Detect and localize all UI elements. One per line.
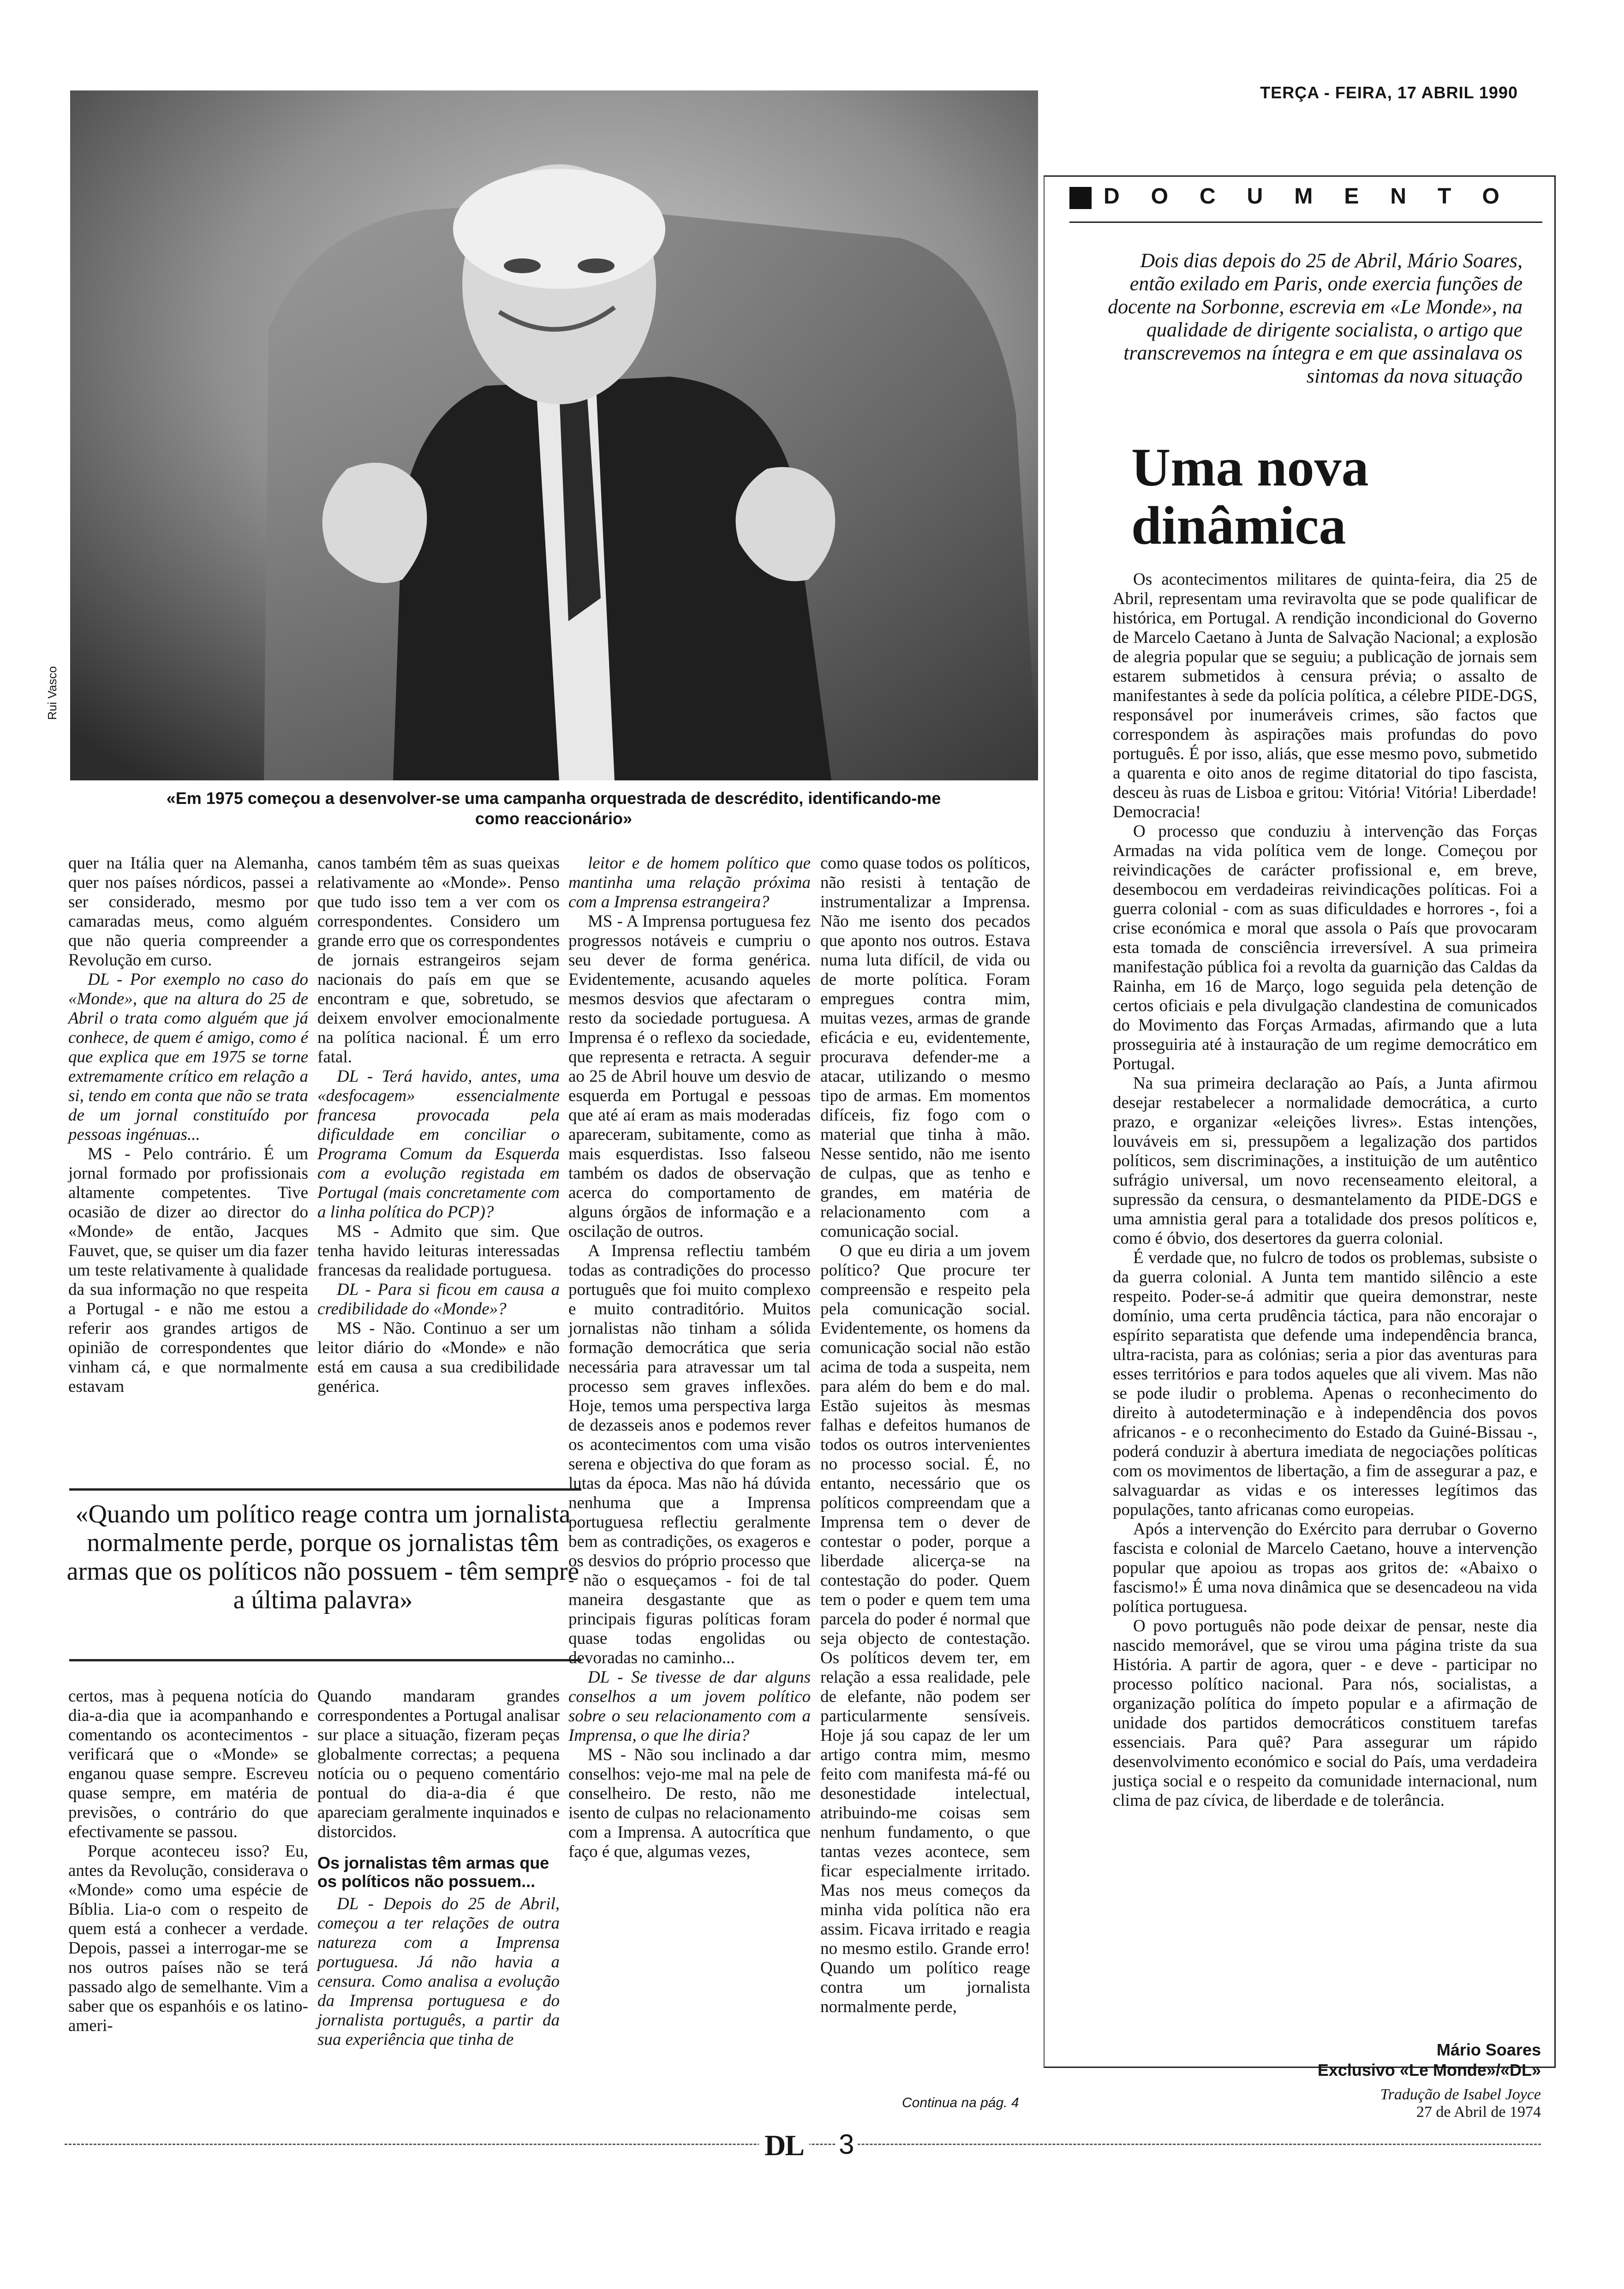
page-number: 3 <box>835 2128 858 2160</box>
document-label: DOCUMENTO <box>1104 184 1531 209</box>
column-2-bottom-text <box>317 1687 560 1842</box>
portrait-illustration <box>70 90 1038 780</box>
caption-line-1: «Em 1975 começou a desenvolver-se uma campanha orquestrada de descrédito, identificando-me <box>166 789 941 808</box>
interview-paragraph: Porque aconteceu isso? Eu, antes da Revolução, considerava o «Monde» como uma espécie de Bíblia. Lia-o com o respeito de quem está a conhecer a verdade. Depois, passei a interrogar-me se nos outros países não se terá passado algo de semelhante. Vim a saber que os espanhóis e os latino-ameri- <box>68 1842 308 2035</box>
interview-paragraph: A Imprensa reflectiu também todas as contradições do processo português que foi muito complexo e muito contraditório. Muitos jornalistas não tinham a sólida formação democrática que seria necessária para atravessar um tal processo sem graves inflexões. Hoje, temos uma perspectiva larga de dezasseis anos e podemos rever os acontecimentos com uma visão serena e objectiva do que foram as lutas da época. Mas não há dúvida nenhuma que a Imprensa portuguesa reflectiu geralmente bem as contradições, os exageros e os desvios do próprio processo que - não o esqueçamos - foi de tal maneira desgastante que as principais figuras políticas foram quase todas engolidas ou devoradas no caminho... <box>568 1241 811 1667</box>
photo-caption <box>120 788 987 829</box>
portrait-photo <box>70 90 1038 780</box>
article-paragraph: O processo que conduziu à intervenção das Forças Armadas na vida política vem de longe. Começou por reivindicações de carácter profissional e, em breve, desembocou em verdadeiras reivindicações políticas. Foi a guerra colonial - com as suas dificuldades e horrores -, foi a crise económica e moral que assola o País que provocaram esta tomada de consciência irreversível. A sua primeira manifestação pública foi a revolta da guarnição das Caldas da Rainha, em 16 de Março, logo seguida pela detenção de certos oficiais e pela divulgação clandestina de comunicados do Movimento das Forças Armadas, afirmando que a luta prosseguiria até à instauração de um regime democrático em Portugal. <box>1113 822 1537 1073</box>
pullquote-rule-top <box>69 1488 581 1491</box>
article-paragraph: Após a intervenção do Exército para derrubar o Governo fascista e colonial de Marcelo Caetano, houve a intervenção popular que apoiou as tropas aos gritos de: «Abaixo o fascismo!» É uma nova dinâmica que se desencadeou na vida política portuguesa. <box>1113 1520 1537 1616</box>
interview-column-1-top <box>68 854 308 1396</box>
section-subhead: Os jornalistas têm armas que os políticos não possuem... <box>317 1853 549 1891</box>
interview-paragraph: MS - Não sou inclinado a dar conselhos: vejo-me mal na pele de conselheiro. De resto, não me isento de culpas no relacionamento com a Imprensa. A autocrítica que faço é que, algumas vezes, <box>568 1745 811 1861</box>
translation-date: 27 de Abril de 1974 <box>1416 2103 1541 2121</box>
interview-paragraph: MS - A Imprensa portuguesa fez progressos notáveis e cumpriu o seu dever de forma genérica. Evidentemente, acusando aqueles mesmos desvios que afectaram o resto da sociedade portuguesa. A Imprensa é o reflexo da sociedade, que representa e retracta. A seguir ao 25 de Abril houve um desvio de esquerda em Portugal e pessoas que até aí eram as mais moderadas apareceram, subitamente, como as mais esquerdistas. Isso falseou também os dados de observação acerca do comportamento de alguns órgãos de informação e a oscilação de outros. <box>568 912 811 1241</box>
interview-paragraph: DL - Depois do 25 de Abril, começou a ter relações de outra natureza com a Imprensa portuguesa. Já não havia a censura. Como analisa a evolução da Imprensa portuguesa e do jornalista português, a partir da sua experiência que tinha de <box>317 1894 560 2049</box>
signature-source: Exclusivo «Le Monde»/«DL» <box>1317 2061 1541 2079</box>
dateline: TERÇA - FEIRA, 17 ABRIL 1990 <box>1260 83 1518 102</box>
interview-paragraph: DL - Por exemplo no caso do «Monde», que na altura do 25 de Abril o trata como alguém que já conhece, de quem é amigo, como é que explica que em 1975 se torne extremamente crítico em relação a si, tendo em conta que não se trata de um jornal constituído por pessoas ingénuas... <box>68 970 308 1144</box>
translation-credit: Tradução de Isabel Joyce <box>1380 2086 1541 2103</box>
article-paragraph: Os acontecimentos militares de quinta-feira, dia 25 de Abril, representam uma reviravolta que se pode qualificar de histórica, em Portugal. A rendição incondicional do Governo de Marcelo Caetano à Junta de Salvação Nacional; a explosão de alegria popular que se seguiu; a publicação de jornais sem estarem submetidos à censura prévia; o assalto de manifestantes à sede da polícia política, a célebre PIDE-DGS, responsável por inumeráveis crimes, são factos que correspondem às aspirações mais profundas do povo português. É por isso, aliás, que esse mesmo povo, submetido a quarenta e oito anos de regime ditatorial do tipo fascista, desceu às ruas de Lisboa e gritou: Vitória! Vitória! Liberdade! Democracia! <box>1113 570 1537 821</box>
interview-paragraph: DL - Para si ficou em causa a credibilidade do «Monde»? <box>317 1280 560 1318</box>
document-header-rule <box>1069 187 1542 223</box>
document-intro: Dois dias depois do 25 de Abril, Mário Soares, então exilado em Paris, onde exercia funções de docente na Sorbonne, escrevia em «Le Monde», na qualidade de dirigente socialista, o artigo que transcrevemos na íntegra e em que assinalava os sintomas da nova situação <box>1108 249 1522 387</box>
continued-note: Continua na pág. 4 <box>902 2095 1019 2110</box>
caption-line-2: como reaccionário» <box>475 809 633 828</box>
interview-paragraph: MS - Admito que sim. Que tenha havido leituras interessadas francesas da realidade portuguesa. <box>317 1222 560 1280</box>
photo-credit: Rui Vasco <box>45 666 59 720</box>
translation-credit-block <box>1246 2086 1541 2121</box>
signature <box>1246 2040 1541 2080</box>
interview-paragraph: O que eu diria a um jovem político? Que procure ter compreensão e respeito pela pela comunicação social. Evidentemente, os homens da comunicação social não estão acima de toda a suspeita, nem para além do bem e do mal. Estão sujeitos às mesmas falhas e defeitos humanos de todos os outros intervenientes no processo social. É, no entanto, necessário que os políticos compreendam que a Imprensa tem o dever de contestar o poder, porque a liberdade alicerça-se na contestação do poder. Quem tem o poder e quem tem uma parcela do poder é normal que seja objecto de contestação. Os políticos devem ter, em relação a essa realidade, pele de elefante, não podem ser particularmente sensíveis. Hoje já sou capaz de ler um artigo contra mim, mesmo feito com manifesta má-fé ou desonestidade intelectual, atribuindo-me coisas sem nenhum fundamento, o que tantas vezes acontece, sem ficar especialmente irritado. Mas nos meus começos da minha vida política não era assim. Ficava irritado e reagia no mesmo estilo. Grande erro! Quando um político reage contra um jornalista normalmente perde, <box>820 1241 1030 2016</box>
pullquote-rule-bottom <box>69 1659 581 1661</box>
column-2-after-subhead <box>317 1894 560 2049</box>
interview-paragraph: DL - Se tivesse de dar alguns conselhos a um jovem político sobre o seu relacionamento com a Imprensa, o que lhe diria? <box>568 1668 811 1745</box>
interview-column-4 <box>820 854 1030 2017</box>
footer-logo: DL <box>759 2128 809 2163</box>
interview-column-2-bottom <box>317 1687 560 2049</box>
document-headline: Uma nova dinâmica <box>1131 437 1369 556</box>
interview-paragraph: DL - Terá havido, antes, uma «desfocagem» essencialmente francesa provocada pela dificuldade em conciliar o Programa Comum da Esquerda com a evolução registada em Portugal (mais concretamente com a linha política do PCP)? <box>317 1067 560 1222</box>
article-paragraph: O povo português não pode deixar de pensar, neste dia nascido memorável, que se virou uma página triste da sua História. A partir de agora, quer - e deve - participar no processo político nacional. Para nós, socialistas, a organização política do ímpeto popular e a afirmação de unidade dos partidos democráticos constituem tarefas essenciais. Para quê? Para assegurar um rápido desenvolvimento económico e social do País, uma verdadeira justiça social e o respeito da comunidade internacional, num clima de paz cívica, de liberdade e de tolerância. <box>1113 1617 1537 1810</box>
interview-column-1-bottom <box>68 1687 308 2036</box>
article-paragraph: É verdade que, no fulcro de todos os problemas, subsiste o da guerra colonial. A Junta tem mantido silêncio a este respeito. Poder-se-á admitir que queira demonstrar, neste domínio, uma certa prudência táctica, para não encorajar o espírito separatista que defende uma independência branca, ultra-racista, para as colónias; seria a pior das aventuras para esses territórios e para todos aqueles que ali vivem. Mas não se pode iludir o problema. Apenas o reconhecimento do direito à autodeterminação e à independência dos povos africanos - e o reconhecimento do Estado da Guiné-Bissau -, poderá conduzir à abertura imediata de negociações políticas com os movimentos de libertação, a fim de assegurar a paz, e salvaguardar as vidas e os interesses legítimos das populações, tanto africanas como europeias. <box>1113 1248 1537 1519</box>
article-paragraph: Na sua primeira declaração ao País, a Junta afirmou desejar restabelecer a normalidade democrática, a curto prazo, e organizar «eleições livres». Estas intenções, louváveis em si, pressupõem a legalização dos partidos políticos, sem discriminações, a instituição de um autêntico sufrágio universal, um novo recenseamento eleitoral, a supressão da censura, o desmantelamento da PIDE-DGS e uma amnistia geral para a totalidade dos presos políticos e, como é óbvio, dos desertores da guerra colonial. <box>1113 1074 1537 1248</box>
interview-paragraph: leitor e de homem político que mantinha uma relação próxima com a Imprensa estrangeira? <box>568 854 811 911</box>
interview-paragraph: quer na Itália quer na Alemanha, quer nos países nórdicos, passei a ser considerado, mesmo por camaradas meus, como alguém que não queria compreender a Revolução em curso. <box>68 854 308 970</box>
interview-column-3 <box>568 854 811 1862</box>
document-article <box>1113 570 1537 1810</box>
interview-paragraph: MS - Não. Continuo a ser um leitor diário do «Monde» e não está em causa a sua credibilidade genérica. <box>317 1319 560 1396</box>
interview-paragraph: MS - Pelo contrário. É um jornal formado por profissionais altamente competentes. Tive ocasião de dizer ao director do «Monde» de então, Jacques Fauvet, que, se quiser um dia fazer um teste relativamente à qualidade da sua informação no que respeita a Portugal - e não me estou a referir aos grandes artigos de opinião de correspondentes que vinham cá, e que normalmente estavam <box>68 1144 308 1396</box>
interview-paragraph: certos, mas à pequena notícia do dia-a-dia que ia acompanhando e comentando os acontecimentos - verificará que o «Monde» se enganou quase sempre. Escreveu quase sempre, em matéria de previsões, o contrário do que efectivamente se passou. <box>68 1687 308 1841</box>
interview-paragraph: Quando mandaram grandes correspondentes a Portugal analisar sur place a situação, fizeram peças globalmente correctas; a pequena notícia ou o pequeno comentário pontual do dia-a-dia é que apareciam geralmente inquinados e distorcidos. <box>317 1687 560 1841</box>
interview-paragraph: como quase todos os políticos, não resisti à tentação de instrumentalizar a Imprensa. Não me isento dos pecados que aponto nos outros. Estava numa luta difícil, de vida ou de morte política. Foram empregues contra mim, muitas vezes, armas de grande eficácia e eu, evidentemente, procurava defender-me a atacar, utilizando o mesmo tipo de armas. Em momentos difíceis, fiz fogo com o material que tinha à mão. Nesse sentido, não me isento de culpas, que as tenho e grandes, em matéria de relacionamento com a comunicação social. <box>820 854 1030 1241</box>
signature-name: Mário Soares <box>1436 2040 1541 2059</box>
interview-column-2-top <box>317 854 560 1396</box>
interview-paragraph: canos também têm as suas queixas relativamente ao «Monde». Penso que tudo isso tem a ver com os correspondentes. Considero um grande erro que os correspondentes de jornais estrangeiros sejam nacionais do país em que se encontram e que, sobretudo, se deixem envolver emocionalmente na política nacional. É um erro fatal. <box>317 854 560 1067</box>
pull-quote: «Quando um político reage contra um jornalista normalmente perde, porque os jornalistas têm armas que os políticos não possuem - têm sempre a última palavra» <box>66 1500 579 1614</box>
